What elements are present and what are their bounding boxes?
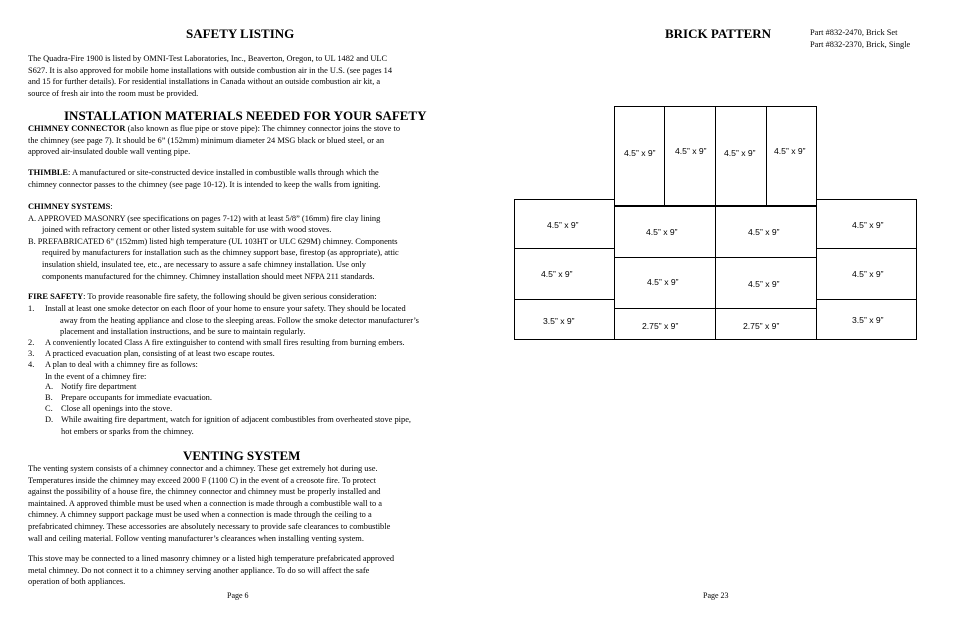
list-item: A conveniently located Class A fire extinguisher to contend with small fires resulting from burning embers.	[45, 338, 405, 347]
text-line: chimney connector passes to the chimney (see page 10-12). It is intended to keep the walls from igniting.	[28, 179, 381, 189]
list-number: 2.	[28, 338, 35, 347]
text-line: placement and installation instructions, and be sure to maintain regularly.	[60, 327, 306, 337]
text-line: S627. It is also approved for mobile home installations with outside combustion air in the U.S. (see pages 14	[28, 65, 393, 75]
chimney-connector-paragraph	[28, 123, 400, 158]
text-line: insulation shield, insulated tee, etc., are necessary to assure a safe chimney installation. Use only	[42, 259, 366, 269]
brick	[715, 308, 817, 340]
page-number-left: Page 6	[227, 591, 249, 600]
text-line: joined with refractory cement or other listed system suitable for use with wood stoves.	[42, 225, 332, 235]
text-line: In the event of a chimney fire:	[45, 371, 147, 381]
text-line: : A manufactured or site-constructed device installed in combustible walls through which the	[68, 168, 379, 177]
text-line: While awaiting fire department, watch for ignition of adjacent combustibles from overheated stove pipe,	[61, 415, 412, 424]
text-line: :	[110, 202, 113, 211]
sublist-letter: D.	[45, 415, 54, 424]
brick-label: 2.75” x 9”	[642, 321, 679, 331]
text-line: the chimney (see page 7). It should be 6” (152mm) minimum diameter 24 MSG black or blued steel, or an	[28, 135, 385, 145]
brick-label: 4.5” x 9”	[541, 269, 573, 279]
text-line: away from the heating appliance and close to the sleeping areas. Follow the smoke detector manufacturer’s	[60, 315, 419, 325]
brick	[816, 299, 917, 340]
brick	[514, 299, 615, 340]
sublist-item: Prepare occupants for immediate evacuation.	[61, 393, 212, 402]
brick-label: 3.5” x 9”	[852, 315, 884, 325]
brick-label: 4.5” x 9”	[675, 146, 707, 156]
brick	[664, 106, 716, 206]
list-number: 3.	[28, 349, 35, 358]
text-line: source of fresh air into the room must be provided.	[28, 88, 199, 98]
brick	[614, 257, 716, 309]
part-number-line: Part #832-2370, Brick, Single	[810, 39, 911, 49]
text-line: operation of both appliances.	[28, 577, 126, 587]
brick-label: 4.5” x 9”	[624, 148, 656, 158]
chimney-systems-label: CHIMNEY SYSTEMS	[28, 202, 111, 211]
brick-label: 4.5” x 9”	[547, 220, 579, 230]
brick-label: 4.5” x 9”	[646, 227, 678, 237]
list-item	[45, 359, 198, 382]
sublist-item: Notify fire department	[61, 382, 137, 391]
list-number: 4.	[28, 360, 35, 369]
text-line: wall and ceiling material. Follow venting manufacturer’s clearances when installing venting system.	[28, 533, 364, 543]
page-number-right: Page 23	[703, 591, 729, 600]
brick	[715, 206, 817, 258]
text-line: Temperatures inside the chimney may exceed 2000 F (1100 C) in the event of a creosote fire. To protect	[28, 475, 376, 485]
brick-pattern-heading: BRICK PATTERN	[665, 26, 772, 41]
sublist-letter: B.	[45, 393, 53, 402]
text-line: prefabricated chimney. These accessories are absolutely necessary to provide safe clearances to combustible	[28, 521, 391, 531]
brick	[514, 199, 615, 249]
text-line: The Quadra-Fire 1900 is listed by OMNI-Test Laboratories, Inc., Beaverton, Oregon, to UL 1482 and ULC	[28, 54, 388, 63]
brick-label: 4.5” x 9”	[647, 277, 679, 287]
text-line: A plan to deal with a chimney fire as follows:	[45, 360, 198, 369]
venting-heading: VENTING SYSTEM	[183, 448, 301, 463]
brick-label: 4.5” x 9”	[724, 148, 756, 158]
text-line: A. APPROVED MASONRY (see specifications on pages 7-12) with at least 5/8” (16mm) fire clay lining	[28, 213, 381, 223]
sublist-letter: A.	[45, 382, 54, 391]
text-line: metal chimney. Do not connect it to a chimney serving another appliance. To do so will affect the safe	[28, 565, 370, 575]
list-number: 1.	[28, 304, 35, 313]
brick-label: 4.5” x 9”	[852, 220, 884, 230]
venting-paragraph-1	[28, 463, 390, 544]
brick-label: 4.5” x 9”	[748, 279, 780, 289]
brick	[614, 206, 716, 258]
brick-label: 3.5” x 9”	[543, 316, 575, 326]
thimble-label: THIMBLE	[28, 168, 69, 177]
brick-label: 4.5” x 9”	[748, 227, 780, 237]
chimney-systems-section	[28, 201, 399, 282]
list-item: A practiced evacuation plan, consisting of at least two escape routes.	[45, 349, 275, 358]
thimble-paragraph	[28, 167, 380, 190]
brick-label: 4.5” x 9”	[852, 269, 884, 279]
chimney-connector-label: CHIMNEY CONNECTOR	[28, 124, 126, 133]
sublist-item	[61, 414, 411, 437]
safety-listing-paragraph	[28, 53, 392, 99]
text-line: The venting system consists of a chimney connector and a chimney. These get extremely hot during use.	[28, 464, 378, 473]
text-line: : To provide reasonable fire safety, the following should be given serious consideration:	[83, 292, 377, 301]
safety-listing-heading: SAFETY LISTING	[186, 26, 295, 41]
list-item	[45, 303, 419, 338]
text-line: Install at least one smoke detector on each floor of your home to ensure your safety. They should be located	[45, 304, 406, 313]
materials-heading: INSTALLATION MATERIALS NEEDED FOR YOUR SAFETY	[64, 108, 427, 123]
part-number-line: Part #832-2470, Brick Set	[810, 28, 898, 37]
brick-label: 2.75” x 9”	[743, 321, 780, 331]
sublist-letter: C.	[45, 404, 53, 413]
part-numbers	[810, 27, 910, 50]
brick	[715, 257, 817, 309]
text-line: maintained. A approved thimble must be used when a connection is made through a combustible wall to a	[28, 498, 382, 508]
text-line: approved air-insulated double wall venting pipe.	[28, 147, 191, 157]
brick	[614, 106, 665, 206]
text-line: chimney. A chimney support package must be used when a connection is made through the ceiling to a	[28, 510, 372, 520]
sublist-item: Close all openings into the stove.	[61, 404, 173, 413]
text-line: required by manufacturers for installation such as the chimney support base, firestop (as appropriate), attic	[42, 248, 399, 258]
brick-label: 4.5” x 9”	[774, 146, 806, 156]
text-line: components manufactured for the chimney. Chimney installation should meet NFPA 211 standards.	[42, 271, 375, 281]
text-line: and 15 for further details). For residential installations in Canada without an outside combustion air kit, a	[28, 77, 381, 87]
brick	[816, 199, 917, 249]
brick	[715, 106, 767, 206]
brick	[614, 308, 716, 340]
fire-safety-label: FIRE SAFETY	[28, 292, 84, 301]
brick	[514, 248, 615, 300]
fire-safety-intro	[28, 291, 377, 303]
brick	[816, 248, 917, 300]
text-line: (also known as flue pipe or stove pipe): The chimney connector joins the stove to	[125, 124, 401, 133]
brick	[766, 106, 817, 206]
venting-paragraph-2	[28, 553, 394, 588]
text-line: against the possibility of a house fire, the chimney connector and chimney must be properly installed and	[28, 487, 381, 497]
text-line: hot embers or sparks from the chimney.	[61, 426, 194, 436]
text-line: This stove may be connected to a lined masonry chimney or a listed high temperature prefabricated approved	[28, 554, 395, 563]
text-line: B. PREFABRICATED 6" (152mm) listed high temperature (UL 103HT or ULC 629M) chimney. Components	[28, 236, 398, 246]
